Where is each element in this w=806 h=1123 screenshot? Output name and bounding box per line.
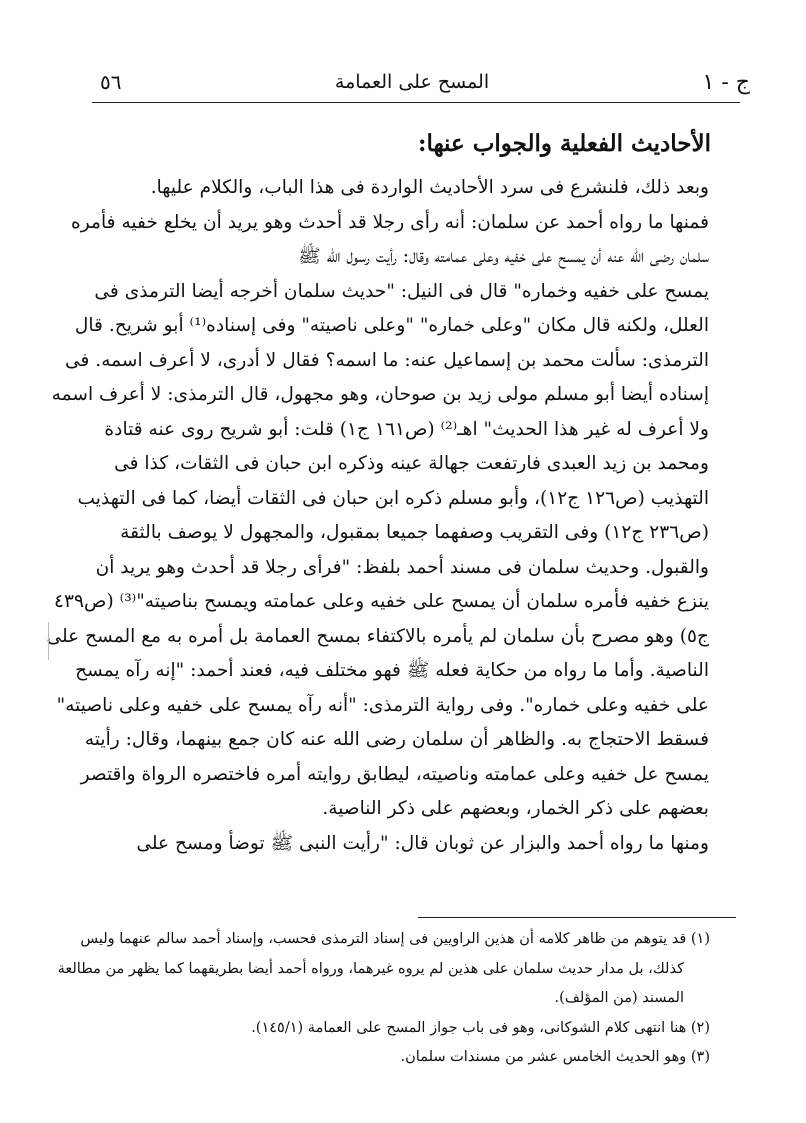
body-line: فمنها ما رواه أحمد عن سلمان: أنه رأى رجلا قد أحدث وهو يريد أن يخلع خفيه فأمره [71, 211, 709, 233]
footnote-rule [418, 917, 736, 918]
footnote-3: (٣) وهو الحديث الخامس عشر من مسندات سلمان. [400, 1049, 710, 1065]
body-line: ومنها ما رواه أحمد والبزار عن ثوبان قال: "رأيت النبى ﷺ توضأ ومسح على [136, 832, 709, 854]
body-line: الناصية. وأما ما رواه من حكاية فعله ﷺ فهو مختلف فيه، فعند أحمد: "إنه رآه يمسح [75, 660, 709, 681]
body-line: ج٥) وهو مصرح بأن سلمان لم يأمره بالاكتفاء بمسح العمامة بل أمره به مع المسح على [46, 625, 709, 647]
body-line: ينزع خفيه فأمره سلمان أن يمسح على خفيه وعلى عمامته ويمسح بناصيته"⁽³⁾ (ص٤٣٩ [54, 591, 709, 612]
body-line: الترمذى: سألت محمد بن إسماعيل عنه: ما اسمه؟ فقال لا أدرى، لا أعرف اسمه. فى [64, 349, 709, 371]
body-line: ولا أعرف له غير هذا الحديث" اهـ⁽²⁾ (ص١٦١ ج١) قلت: أبو شريح روى عنه قتادة [104, 418, 709, 440]
header-rule [92, 102, 740, 103]
body-text [46, 171, 709, 861]
body-line: سلمان رضى الله عنه أن يمسح على خفيه وعلى عمامته وقال: رأيت رسول الله ﷺ [298, 246, 709, 267]
footnote-1-continued: كذلك، بل مدار حديث سلمان على هذين لم يروه غيرهما، ورواه أحمد أيضا بطريقهما كما يظهر من مطالعة [57, 960, 684, 977]
body-line: على خفيه وعلى خماره". وفى رواية الترمذى: "أنه رآه يمسح على خفيه وعلى ناصيته" [56, 694, 709, 716]
body-line: وبعد ذلك، فلنشرع فى سرد الأحاديث الواردة فى هذا الباب، والكلام عليها. [150, 177, 709, 198]
body-line: العلل، ولكنه قال مكان "وعلى خماره" "وعلى ناصيته" وفى إسناده⁽¹⁾ أبو شريح. قال [74, 315, 709, 336]
section-title: الأحاديث الفعلية والجواب عنها: [417, 130, 711, 157]
footnotes [57, 925, 710, 1073]
page-number: ٥٦ [100, 70, 122, 94]
body-line: (ص٢٣٦ ج١٢) وفى التقريب وصفهما جميعا بمقبول، والمجهول لا يوصف بالثقة [120, 522, 709, 543]
body-line: ومحمد بن زيد العبدى فارتفعت جهالة عينه وذكره ابن حبان فى الثقات، كذا فى [114, 453, 709, 474]
body-line: بعضهم على ذكر الخمار، وبعضهم على ذكر الناصية. [322, 798, 709, 819]
body-line: التهذيب (ص١٢٦ ج١٢)، وأبو مسلم ذكره ابن حبان فى الثقات أيضا، كما فى التهذيب [77, 487, 709, 509]
page-header [100, 64, 750, 100]
body-line: يمسح على خفيه وخماره" قال فى النيل: "حديث سلمان أخرجه أيضا الترمذى فى [94, 280, 709, 302]
volume-label: ج - ١ [702, 69, 750, 95]
footnote-2: (٢) هنا انتهى كلام الشوكانى، وهو فى باب جواز المسح على العمامة (١٤٥/١). [251, 1019, 710, 1036]
footnote-1-continued: المسند (من المؤلف). [554, 990, 684, 1006]
scan-edge-mark [48, 622, 49, 660]
body-line: فسقط الاحتجاج به. والظاهر أن سلمان رضى الله عنه كان جمع بينهما، وقال: رأيته [84, 729, 709, 750]
body-line: يمسح عل خفيه وعلى عمامته وناصيته، ليطابق روايته أمره فاختصره الرواة واقتصر [80, 763, 709, 785]
running-title: المسح على العمامة [334, 71, 490, 93]
body-line: إسناده أيضا أبو مسلم مولى زيد بن صوحان، وهو مجهول، قال الترمذى: لا أعرف اسمه [51, 384, 709, 405]
footnote-1: (١) قد يتوهم من ظاهر كلامه أن هذين الراويين فى إسناد الترمذى فحسب، وإسناد أحمد سالم عنهما وليس [80, 931, 710, 947]
body-line: والقبول. وحديث سلمان فى مسند أحمد بلفظ: "فرأى رجلا قد أحدث وهو يريد أن [95, 556, 709, 578]
